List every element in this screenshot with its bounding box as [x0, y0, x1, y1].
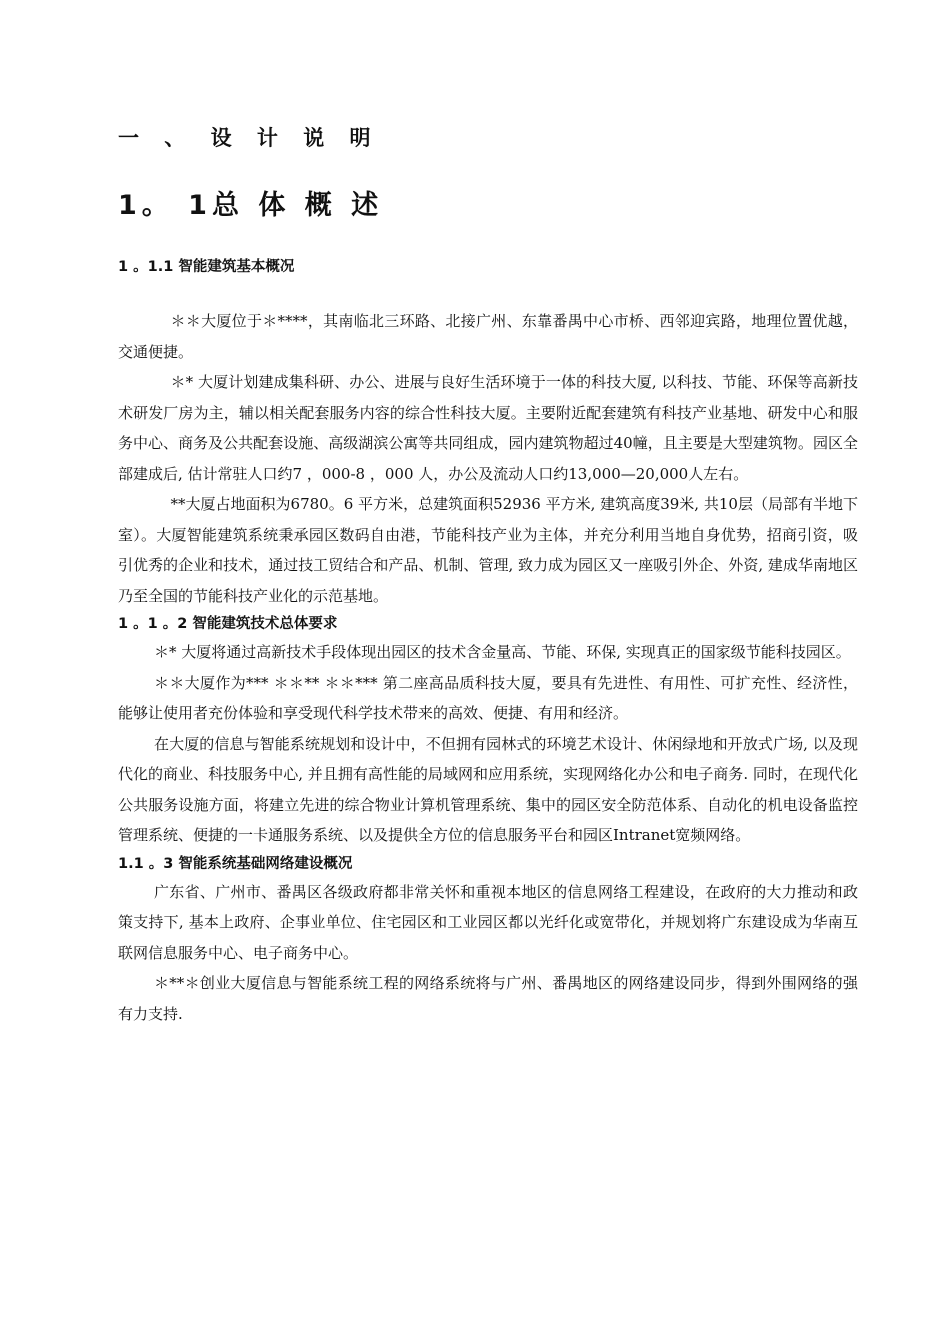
subsection-heading-3: 1.1 。3 智能系统基础网络建设概况 — [118, 855, 353, 872]
paragraph: 在大厦的信息与智能系统规划和设计中，不但拥有园林式的环境艺术设计、休闲绿地和开放式广场, 以及现代化的商业、科技服务中心, 并且拥有高性能的局域网和应用系统，实现网络化办公和电子商务. 同时，在现代化公共服务设施方面，将建立先进的综合物业计算机管理系统、集中的园区安全防范体系、自动化的机电设备监控管理系统、便捷的一卡通服务系统、以及提供全方位的信息服务平台和园区Intranet宽频网络。 — [118, 734, 858, 844]
paragraph: ＊* 大厦将通过高新技术手段体现出园区的技术含金量高、节能、环保, 实现真正的国家级节能科技园区。 — [154, 643, 851, 661]
paragraph: 广东省、广州市、番禺区各级政府都非常关怀和重视本地区的信息网络工程建设，在政府的大力推动和政策支持下, 基本上政府、企事业单位、住宅园区和工业园区都以光纤化或宽带化，并规划将广东建设成为华南互联网信息服务中心、电子商务中心。 — [118, 882, 858, 962]
paragraph: ＊**＊创业大厦信息与智能系统工程的网络系统将与广州、番禺地区的网络建设同步，得到外围网络的强有力支持. — [118, 974, 858, 1023]
section-heading: 1。 1总 体 概 述 — [118, 190, 384, 221]
document-body — [118, 254, 858, 1029]
paragraph: ＊* 大厦计划建成集科研、办公、进展与良好生活环境于一体的科技大厦, 以科技、节能、环保等高新技术研发厂房为主，辅以相关配套服务内容的综合性科技大厦。主要附近配套建筑有科技产业基地、研发中心和服务中心、商务及公共配套设施、高级湖滨公寓等共同组成，园内建筑物超过40幢，且主要是大型建筑物。园区全部建成后, 估计常驻人口约7 ，000-8 ，000 人，办公及流动人口约13,000—20,000人左右。 — [118, 373, 858, 483]
paragraph: ＊＊大厦作为*** ＊＊** ＊＊*** 第二座高品质科技大厦，要具有先进性、有用性、可扩充性、经济性，能够让使用者充份体验和享受现代科学技术带来的高效、便捷、有用和经济。 — [118, 673, 858, 722]
subsection-heading-2: 1 。1 。2 智能建筑技术总体要求 — [118, 616, 338, 632]
chapter-heading: 一 、 设 计 说 明 — [118, 126, 380, 150]
paragraph: ＊＊大厦位于＊****，其南临北三环路、北接广州、东靠番禺中心市桥、西邻迎宾路，地理位置优越，交通便捷。 — [118, 312, 858, 361]
paragraph: **大厦占地面积为6780。6 平方米，总建筑面积52936 平方米, 建筑高度39米, 共10层（局部有半地下室）。大厦智能建筑系统秉承园区数码自由港，节能科技产业为主体，并充分利用当地自身优势，招商引资，吸引优秀的企业和技术，通过技工贸结合和产品、机制、管理, 致力成为园区又一座吸引外企、外资, 建成华南地区乃至全国的节能科技产业化的示范基地。 — [118, 495, 858, 605]
subsection-heading-1: 1 。1.1 智能建筑基本概况 — [118, 259, 295, 275]
